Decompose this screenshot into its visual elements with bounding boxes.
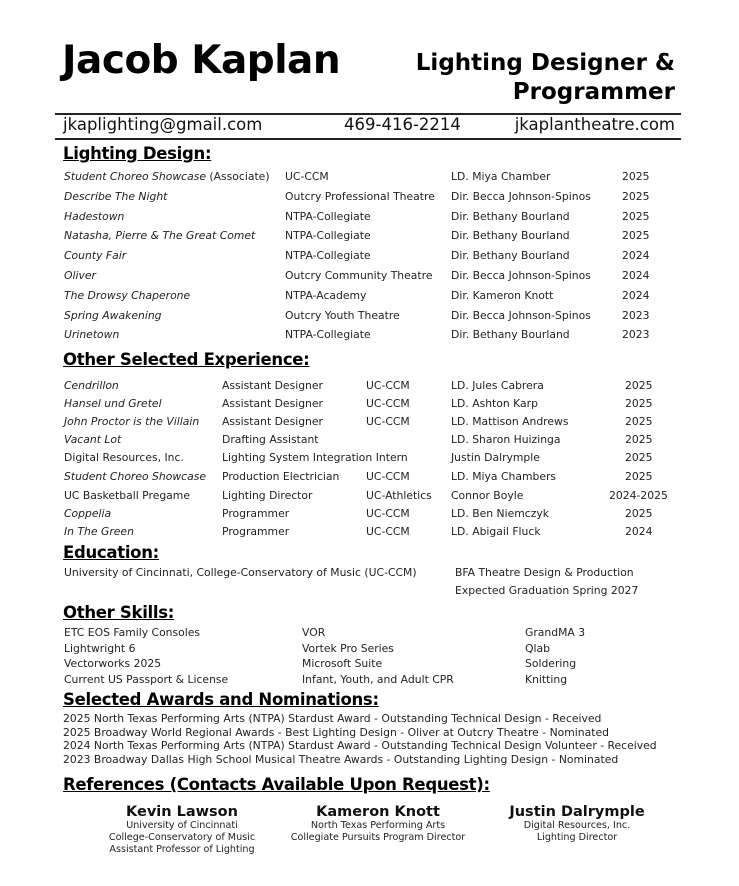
organization: NTPA-Academy	[285, 288, 367, 302]
organization: Outcry Professional Theatre	[285, 189, 435, 203]
skill-item: Qlab	[525, 641, 550, 655]
experience-row	[0, 451, 739, 469]
lighting-design-row	[0, 210, 739, 228]
production-title: Cendrillon	[64, 379, 119, 392]
reference-detail: North Texas Performing Arts	[310, 820, 446, 831]
section-heading-references: References (Contacts Available Upon Request):	[63, 775, 490, 794]
reference-detail: Collegiate Pursuits Program Director	[290, 832, 466, 843]
supervisor: Justin Dalrymple	[451, 451, 540, 465]
skill-item: Microsoft Suite	[302, 657, 383, 671]
organization: UC-CCM	[366, 379, 410, 392]
section-heading-education: Education:	[63, 543, 159, 562]
supervisor: LD. Jules Cabrera	[451, 379, 544, 392]
lighting-design-row	[0, 249, 739, 267]
supervisor: LD. Ashton Karp	[451, 397, 538, 411]
year: 2025	[625, 379, 653, 392]
production-cell	[64, 249, 126, 262]
organization: UC-CCM	[366, 524, 410, 538]
production-title: In The Green	[64, 524, 134, 538]
organization: UC-Athletics	[366, 488, 432, 502]
production-title: Vacant Lot	[64, 433, 122, 447]
production-title: Describe The Night	[64, 189, 168, 203]
section-heading-lighting-design: Lighting Design:	[63, 144, 212, 163]
award-item: 2023 Broadway Dallas High School Musical Theatre Awards - Outstanding Lighting Design - Nominated	[63, 753, 619, 767]
production-cell	[64, 269, 96, 282]
year: 2025	[625, 451, 653, 465]
organization: NTPA-Collegiate	[285, 328, 371, 342]
position: Drafting Assistant	[222, 433, 319, 447]
lighting-design-row	[0, 229, 739, 247]
section-heading-skills: Other Skills:	[63, 603, 175, 622]
director: Dir. Becca Johnson-Spinos	[451, 269, 591, 282]
experience-row	[0, 379, 739, 397]
role-line-1: Lighting Designer &	[415, 50, 675, 76]
experience-row	[0, 397, 739, 415]
year: 2025	[625, 397, 653, 411]
organization: NTPA-Collegiate	[285, 249, 371, 263]
production-title: Natasha, Pierre & The Great Comet	[64, 229, 256, 243]
year: 2023	[622, 308, 650, 322]
skill-item: VOR	[302, 626, 326, 639]
organization: UC-CCM	[285, 170, 329, 183]
education-graduation: Expected Graduation Spring 2027	[455, 584, 639, 597]
production-cell	[64, 289, 190, 302]
production-cell	[64, 328, 119, 341]
director: Dir. Becca Johnson-Spinos	[451, 189, 591, 203]
organization: NTPA-Collegiate	[285, 209, 371, 223]
director: Dir. Bethany Bourland	[451, 209, 570, 223]
award-item: 2025 Broadway World Regional Awards - Best Lighting Design - Oliver at Outcry Theatre - Nominated	[63, 725, 609, 739]
position: Assistant Designer	[222, 397, 323, 411]
reference-name: Kameron Knott	[316, 804, 440, 820]
lighting-design-row	[0, 269, 739, 287]
lighting-design-row	[0, 289, 739, 307]
year: 2025	[622, 189, 650, 203]
lighting-design-row	[0, 170, 739, 188]
experience-row	[0, 489, 739, 507]
organization: UC-CCM	[366, 506, 410, 520]
header-divider-bottom	[55, 138, 681, 140]
experience-row	[0, 507, 739, 525]
director: Dir. Becca Johnson-Spinos	[451, 308, 591, 322]
production-title: Urinetown	[64, 328, 120, 342]
year: 2024	[622, 249, 650, 263]
year: 2024	[622, 269, 650, 282]
education-degree: BFA Theatre Design & Production	[455, 566, 634, 579]
experience-row	[0, 415, 739, 433]
phone-number: 469-416-2214	[344, 115, 461, 134]
organization: UC-CCM	[366, 469, 410, 483]
experience-row	[0, 470, 739, 488]
year: 2025	[625, 506, 653, 520]
organization: Outcry Community Theatre	[285, 269, 433, 282]
skill-item: GrandMA 3	[525, 626, 586, 639]
year: 2025	[622, 209, 650, 223]
award-item: 2024 North Texas Performing Arts (NTPA) Stardust Award - Outstanding Technical Design Volunteer - Received	[63, 739, 657, 753]
reference-detail: University of Cincinnati	[126, 820, 238, 831]
production-title: Hadestown	[64, 209, 125, 223]
section-heading-awards: Selected Awards and Nominations:	[63, 690, 379, 709]
position: Programmer	[222, 524, 290, 538]
reference-name: Justin Dalrymple	[509, 804, 645, 820]
organization: UC-CCM	[366, 397, 410, 411]
reference-detail: Digital Resources, Inc.	[523, 820, 631, 831]
production-cell	[64, 309, 162, 322]
production-cell	[64, 190, 167, 203]
reference-card	[82, 804, 282, 856]
organization: UC-CCM	[366, 415, 410, 429]
position: Programmer	[222, 506, 290, 520]
year: 2025	[625, 415, 653, 429]
skill-item: Knitting	[525, 672, 568, 686]
reference-card	[278, 804, 478, 844]
director: Dir. Bethany Bourland	[451, 328, 570, 342]
production-title: UC Basketball Pregame	[64, 488, 190, 502]
supervisor: Connor Boyle	[451, 488, 524, 502]
experience-row	[0, 525, 739, 543]
skill-item: Current US Passport & License	[64, 672, 229, 686]
production-title: John Proctor is the Villain	[64, 415, 200, 429]
production-cell	[64, 170, 270, 183]
supervisor: LD. Abigail Fluck	[451, 524, 541, 538]
year: 2024	[625, 524, 653, 538]
reference-card	[477, 804, 677, 844]
director: Dir. Kameron Knott	[451, 288, 554, 302]
lighting-design-row	[0, 309, 739, 327]
skill-item: Lightwright 6	[64, 641, 136, 655]
reference-detail: Lighting Director	[536, 832, 618, 843]
organization: Outcry Youth Theatre	[285, 308, 400, 322]
production-note: (Associate)	[206, 170, 270, 183]
section-heading-other-experience: Other Selected Experience:	[63, 350, 310, 369]
production-title: Digital Resources, Inc.	[64, 451, 184, 465]
director: Dir. Bethany Bourland	[451, 249, 570, 263]
website-link[interactable]: jkaplantheatre.com	[514, 115, 675, 134]
experience-row	[0, 433, 739, 451]
position: Assistant Designer	[222, 379, 323, 392]
supervisor: LD. Ben Niemczyk	[451, 506, 549, 520]
production-title: Student Choreo Showcase	[64, 469, 206, 483]
skill-item: Vectorworks 2025	[64, 657, 162, 671]
skill-item: Infant, Youth, and Adult CPR	[302, 672, 454, 686]
position: Lighting Director	[222, 488, 313, 502]
reference-detail: Assistant Professor of Lighting	[109, 844, 255, 855]
year: 2024	[622, 288, 650, 302]
position: Lighting System Integration Intern	[222, 451, 408, 465]
production-title: Student Choreo Showcase	[64, 170, 206, 183]
organization: NTPA-Collegiate	[285, 229, 371, 243]
lighting-design-row	[0, 190, 739, 208]
supervisor: LD. Sharon Huizinga	[451, 433, 561, 447]
year: 2025	[625, 433, 653, 447]
year: 2025	[622, 170, 650, 183]
resume-name: Jacob Kaplan	[62, 38, 341, 83]
skill-item: Soldering	[525, 657, 577, 671]
year: 2023	[622, 328, 650, 342]
reference-name: Kevin Lawson	[126, 804, 238, 820]
skill-item: ETC EOS Family Consoles	[64, 626, 201, 639]
year: 2025	[622, 229, 650, 243]
role-line-2: Programmer	[512, 79, 675, 105]
reference-detail: College-Conservatory of Music	[108, 832, 256, 843]
award-item: 2025 North Texas Performing Arts (NTPA) Stardust Award - Outstanding Technical Design - Received	[63, 712, 602, 725]
position: Assistant Designer	[222, 415, 323, 429]
production-cell	[64, 210, 124, 223]
supervisor: LD. Miya Chambers	[451, 469, 557, 483]
production-title: Coppelia	[64, 506, 112, 520]
production-title: Oliver	[64, 269, 96, 282]
position: Production Electrician	[222, 469, 340, 483]
director: Dir. Bethany Bourland	[451, 229, 570, 243]
year: 2024-2025	[609, 488, 668, 502]
email-link[interactable]: jkaplighting@gmail.com	[63, 115, 263, 134]
production-title: Hansel und Gretel	[64, 397, 162, 411]
lighting-design-row	[0, 328, 739, 346]
director: LD. Miya Chamber	[451, 170, 551, 183]
skill-item: Vortek Pro Series	[302, 641, 394, 655]
education-school: University of Cincinnati, College-Conservatory of Music (UC-CCM)	[64, 566, 417, 579]
resume-role-title	[416, 49, 675, 107]
year: 2025	[625, 469, 653, 483]
production-title: Spring Awakening	[64, 308, 162, 322]
production-cell	[64, 229, 255, 242]
production-title: County Fair	[64, 249, 127, 263]
supervisor: LD. Mattison Andrews	[451, 415, 569, 429]
production-title: The Drowsy Chaperone	[64, 288, 191, 302]
